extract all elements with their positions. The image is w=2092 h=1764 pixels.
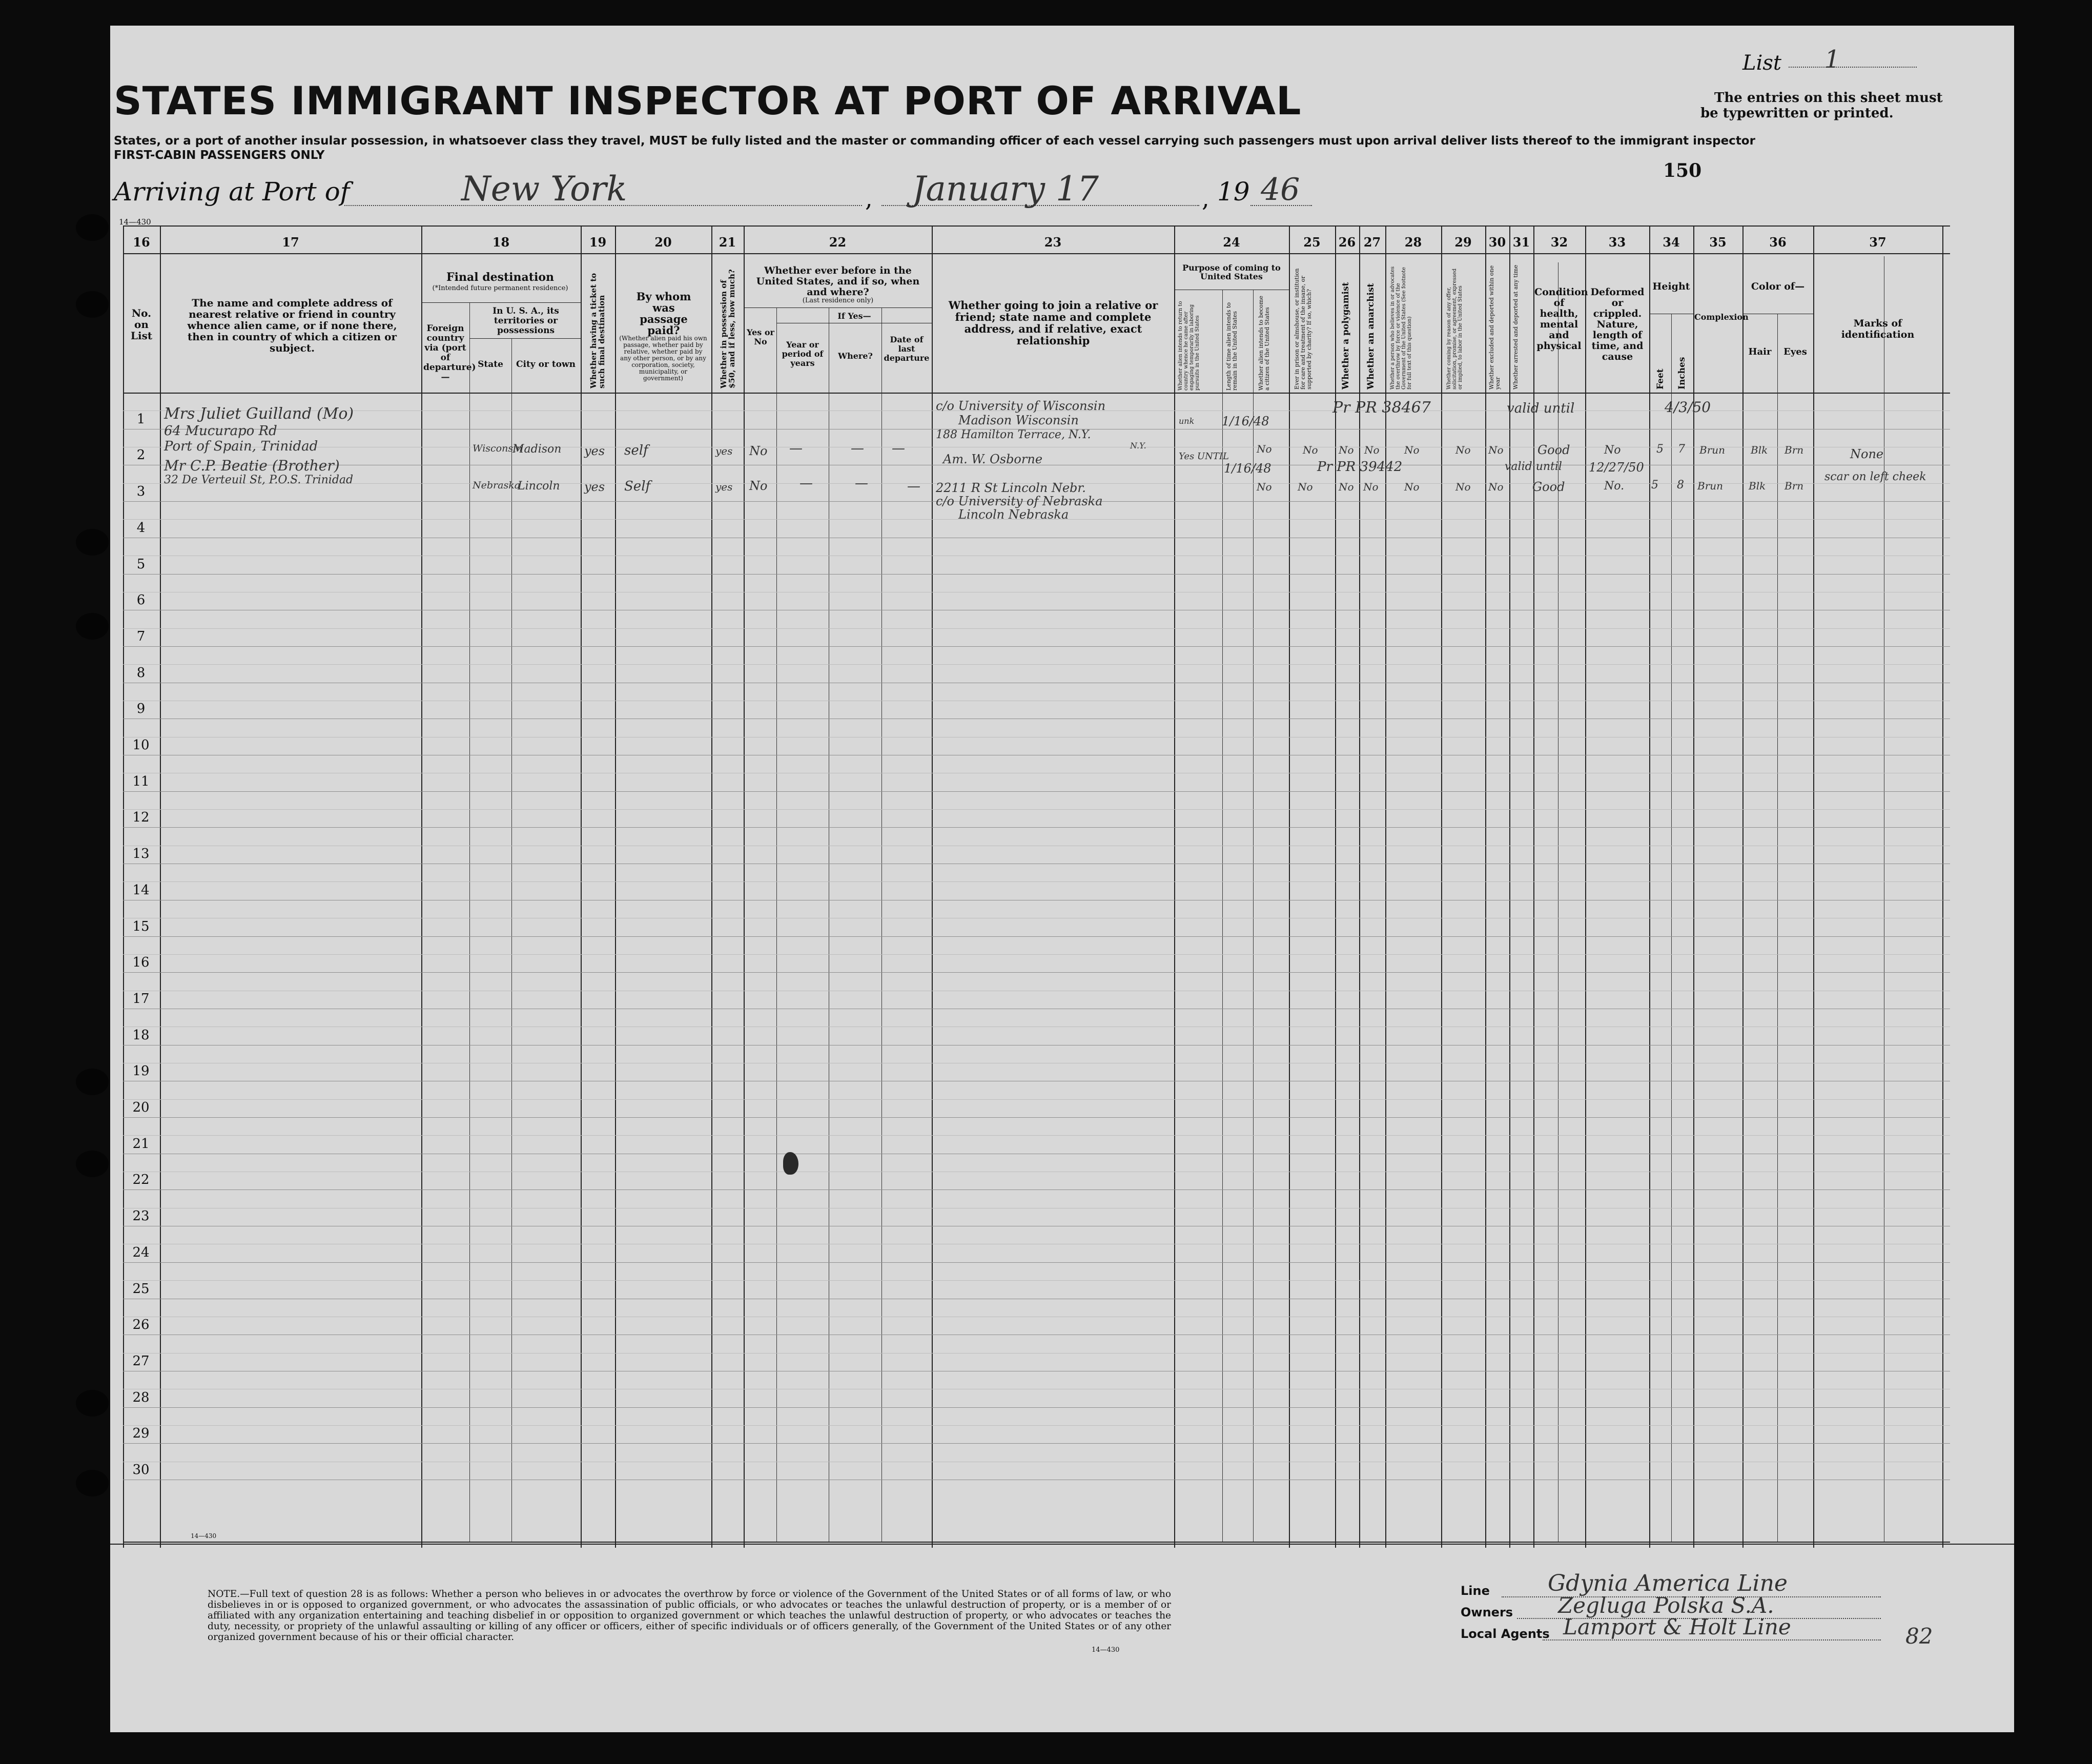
- row-number: 19: [132, 1063, 150, 1079]
- subcolumn-rule: [776, 307, 777, 1542]
- row-subline: [123, 664, 1950, 665]
- column-rule: [1441, 225, 1442, 1548]
- column-rule: [581, 225, 582, 1548]
- column-rule: [1385, 225, 1386, 1548]
- owners-label: Owners: [1461, 1605, 1513, 1619]
- column-rule: [1485, 225, 1486, 1548]
- subheader-rule: [469, 338, 581, 339]
- column-rule: [932, 225, 933, 1548]
- column-number: 31: [1512, 235, 1530, 250]
- line-value: Gdynia America Line: [1548, 1570, 1788, 1596]
- header-overthrow: Whether a person who believes in or advocates the overthrow by force or violence of the Government of the United States (See footnote for full text of this question): [1390, 266, 1412, 389]
- row1-excluded: No: [1488, 444, 1504, 456]
- header-eyes: Eyes: [1783, 346, 1807, 357]
- agents-label: Local Agents: [1461, 1627, 1550, 1641]
- column-number: 28: [1404, 235, 1422, 250]
- row2-paid: Self: [624, 479, 651, 494]
- row1-date: —: [892, 441, 905, 456]
- row1-join-2: Madison Wisconsin: [958, 413, 1079, 427]
- header-money: Whether in possession of $50, and if less, how much?: [719, 269, 736, 388]
- row2-ticket: yes: [584, 480, 605, 494]
- column-number: 20: [654, 235, 672, 250]
- row1-join-1: c/o University of Wisconsin: [936, 399, 1106, 413]
- row-number: 1: [136, 412, 146, 427]
- row-line: [123, 1262, 1950, 1263]
- column-number: 36: [1769, 235, 1787, 250]
- row-number: 22: [132, 1172, 150, 1187]
- header-purpose-length: Length of time alien intends to remain in the United States: [1225, 302, 1238, 391]
- column-rule: [1335, 225, 1336, 1548]
- header-date-departure: Date of last departure: [884, 335, 930, 363]
- row1-labor: No: [1455, 444, 1471, 456]
- punch-hole: [76, 1390, 109, 1417]
- row1-purpose-length: 1/16/48: [1222, 414, 1269, 428]
- row2-overthrow: No: [1404, 481, 1420, 493]
- row1-where: —: [851, 441, 864, 456]
- row2-state: Nebraska: [473, 480, 521, 491]
- column-rule: [1813, 225, 1814, 1548]
- typewritten-note-1: The entries on this sheet must: [1714, 90, 1943, 106]
- row1-join-3: 188 Hamilton Terrace, N.Y.: [936, 428, 1091, 441]
- row-number: 12: [132, 810, 150, 825]
- list-label: List: [1742, 51, 1781, 75]
- header-height: Height: [1652, 281, 1690, 292]
- row-number: 5: [136, 557, 146, 572]
- row2-marks: scar on left cheek: [1824, 470, 1926, 483]
- column-rule: [1649, 225, 1650, 1548]
- punch-hole: [76, 613, 109, 640]
- header-polygamist: Whether a polygamist: [1341, 282, 1351, 389]
- row2-prison: No: [1298, 481, 1313, 493]
- punch-hole: [76, 1151, 109, 1177]
- column-number: 29: [1454, 235, 1472, 250]
- table-bottom-rule: [123, 1542, 1950, 1543]
- row2-purpose-return: Yes UNTIL: [1179, 451, 1229, 462]
- punch-hole: [76, 1069, 109, 1095]
- row1-purpose-return: unk: [1179, 416, 1195, 426]
- row-number: 16: [132, 955, 150, 970]
- row-subline: [123, 881, 1950, 882]
- margin-mark: 82: [1905, 1624, 1933, 1649]
- header-foreign-country: Foreign country via (port of departure)—: [423, 323, 476, 382]
- row-number: 2: [136, 447, 146, 463]
- subcolumn-rule: [1253, 290, 1254, 1542]
- column-rule: [1693, 225, 1694, 1548]
- row2-valid: valid until: [1505, 460, 1562, 473]
- row2-visa: Pr PR 39442: [1317, 459, 1403, 475]
- row2-eyes: Brn: [1785, 480, 1804, 492]
- row-number: 21: [132, 1136, 150, 1152]
- header-anarchist: Whether an anarchist: [1366, 283, 1376, 389]
- row-number: 24: [132, 1245, 150, 1260]
- row-number: 20: [132, 1100, 150, 1115]
- row1-join-4: N.Y.: [1130, 441, 1146, 450]
- row-subline: [123, 809, 1950, 810]
- row-line: [123, 791, 1950, 792]
- column-number: 32: [1550, 235, 1568, 250]
- row2-join-2: 2211 R St Lincoln Nebr.: [936, 481, 1086, 495]
- row-number: 29: [132, 1426, 150, 1441]
- row2-where: —: [855, 476, 868, 491]
- row-number: 18: [132, 1028, 150, 1043]
- row1-money: yes: [715, 445, 733, 457]
- row1-paid: self: [624, 443, 648, 458]
- row1-health: Good: [1537, 443, 1570, 457]
- row2-excluded: No: [1488, 481, 1504, 493]
- column-number: 23: [1044, 235, 1062, 250]
- column-number: 30: [1488, 235, 1506, 250]
- subcolumn-rule: [1222, 290, 1223, 1542]
- row1-anarchist: No: [1364, 444, 1380, 456]
- column-rule: [1742, 225, 1744, 1548]
- row-line: [123, 1117, 1950, 1118]
- header-final-destination: Final destination: [446, 271, 554, 284]
- row-number: 3: [136, 484, 146, 499]
- date: January 17: [912, 169, 1099, 209]
- row-number: 4: [136, 520, 146, 536]
- column-number: 17: [282, 235, 299, 250]
- row2-feet: 5: [1651, 479, 1658, 491]
- row1-inches: 7: [1678, 443, 1685, 456]
- row-number: 15: [132, 919, 150, 934]
- header-complexion: Complexion: [1694, 312, 1749, 322]
- row2-hair: Blk: [1749, 480, 1766, 492]
- row1-relative-name: Mrs Juliet Guilland (Mo): [164, 405, 354, 423]
- manifest-sheet: [110, 26, 2014, 1732]
- row-number: 13: [132, 846, 150, 862]
- header-marks: Marks of identification: [1841, 318, 1915, 340]
- row1-valid-date: 4/3/50: [1665, 399, 1711, 416]
- header-excluded: Whether excluded and deported within one year: [1488, 265, 1501, 389]
- typewritten-note-2: be typewritten or printed.: [1700, 106, 1894, 121]
- row-line: [123, 1407, 1950, 1408]
- row-number: 30: [132, 1462, 150, 1478]
- row2-relative-address: 32 De Verteuil St, P.O.S. Trinidad: [164, 474, 354, 486]
- header-condition: Condition of health, mental and physical: [1534, 286, 1588, 352]
- row-line: [123, 1443, 1950, 1444]
- header-deformed: Deformed or crippled. Nature, length of time, and cause: [1590, 286, 1645, 362]
- column-rule: [615, 225, 616, 1548]
- footer-form-number: 14—430: [1092, 1646, 1120, 1654]
- column-number: 19: [589, 235, 607, 250]
- row2-join-3: c/o University of Nebraska: [936, 494, 1103, 508]
- footer-rule: [110, 1544, 2014, 1545]
- row-subline: [123, 1099, 1950, 1100]
- punch-hole: [76, 1470, 109, 1496]
- row-line: [123, 936, 1950, 937]
- punch-hole: [76, 529, 109, 556]
- header-arrested: Whether arrested and deported at any time: [1512, 264, 1519, 389]
- arriving-label: Arriving at Port of: [114, 177, 350, 207]
- column-rule: [744, 225, 745, 1548]
- row-line: [123, 972, 1950, 973]
- column-number: 16: [133, 235, 150, 250]
- row1-overthrow: No: [1404, 444, 1420, 456]
- row1-eyes: Brn: [1785, 444, 1804, 456]
- row2-date: —: [907, 479, 920, 494]
- row2-purpose-citizen: No: [1257, 481, 1272, 493]
- row2-city: Lincoln: [518, 480, 560, 493]
- header-passage-note: (Whether alien paid his own passage, whether paid by relative, whether paid by any other person, or by any corporation, society, municipality, or government): [619, 335, 707, 382]
- row1-ever-before: No: [749, 444, 768, 458]
- row-number: 28: [132, 1390, 150, 1405]
- colnum-rule: [123, 253, 1950, 254]
- header-no-on-list: No. on List: [130, 307, 153, 342]
- column-rule: [1509, 225, 1510, 1548]
- row-number: 17: [132, 991, 150, 1007]
- row2-years: —: [799, 476, 813, 491]
- row-subline: [123, 1135, 1950, 1136]
- header-nearest-relative: The name and complete address of nearest relative or friend in country whence alien came, or if none there, then in country of which a citizen or subject.: [187, 297, 397, 354]
- subheader-rule: [421, 302, 581, 303]
- column-rule: [1533, 225, 1534, 1548]
- row-subline: [123, 628, 1950, 629]
- column-number: 26: [1338, 235, 1356, 250]
- header-purpose: Purpose of coming to United States: [1182, 263, 1281, 281]
- port: New York: [461, 169, 627, 209]
- row1-hair: Blk: [1751, 444, 1768, 456]
- row2-polygamist: No: [1339, 481, 1354, 493]
- header-color-of: Color of—: [1751, 281, 1805, 292]
- row-number: 11: [132, 774, 150, 789]
- form-number: 14—430: [119, 217, 151, 227]
- row-number: 26: [132, 1317, 150, 1332]
- header-purpose-citizen: Whether alien intends to become a citizen of the United States: [1258, 296, 1270, 391]
- form-number-small: 14—430: [191, 1532, 217, 1540]
- header-labor: Whether coming by reason of any offer, solicitation, promise, or agreement, expressed or implied, to labor in the United States: [1446, 268, 1463, 389]
- column-rule: [160, 225, 161, 1548]
- column-number: 37: [1869, 235, 1886, 250]
- row2-anarchist: No: [1363, 481, 1379, 493]
- row2-relative-name: Mr C.P. Beatie (Brother): [164, 457, 340, 474]
- header-feet: Feet: [1655, 368, 1666, 389]
- table-top-rule: [123, 225, 1950, 227]
- header-in-usa: In U. S. A., its territories or possessions: [493, 306, 559, 336]
- header-where: Where?: [838, 351, 873, 361]
- column-number: 22: [829, 235, 847, 250]
- column-rule: [1359, 225, 1360, 1548]
- row-number: 9: [136, 701, 146, 716]
- row-number: 27: [132, 1353, 150, 1369]
- row1-years: —: [789, 441, 803, 456]
- header-going-to-join: Whether going to join a relative or friend; state name and complete address, and if relative, exact relationship: [948, 299, 1158, 347]
- list-number: 1: [1824, 45, 1840, 74]
- year: 46: [1261, 172, 1300, 208]
- row1-city: Madison: [512, 443, 562, 456]
- row-number: 6: [136, 592, 146, 608]
- column-rule: [1289, 225, 1290, 1548]
- row-subline: [123, 954, 1950, 955]
- row-number: 8: [136, 665, 146, 681]
- row-number: 25: [132, 1281, 150, 1297]
- row1-complexion: Brun: [1699, 444, 1726, 456]
- ink-blot: [783, 1152, 798, 1175]
- punch-hole: [76, 214, 109, 241]
- row1-prison: No: [1303, 444, 1318, 456]
- column-number: 21: [719, 235, 736, 250]
- class-line: FIRST-CABIN PASSENGERS ONLY: [114, 149, 325, 162]
- column-rule: [421, 225, 422, 1548]
- row1-feet: 5: [1656, 443, 1664, 456]
- row1-purpose-citizen: No: [1257, 443, 1272, 455]
- footnote: NOTE.—Full text of question 28 is as follows: Whether a person who believes in or advocates the overthrow by force or violence of the Government of the United States or of all forms of law, or who disbelieves in or is opposed to organized government, or who advocates the assassination of public officials, or who advocates or teaches the unlawful destruction of property, or is a member of or affiliated with any organization entertaining and teaching disbelief in or opposition to organized government or which teaches the unlawful destruction of property, or who advocates or teaches the duty, necessity, or propriety of the unlawful assaulting or killing of any officer or officers, either of specific individuals or of officers generally, of the Government of the United States or of any other organized government because of his or their official character.: [208, 1589, 1171, 1643]
- column-rule: [1174, 225, 1175, 1548]
- row-number: 23: [132, 1208, 150, 1224]
- header-final-destination-note: (*Intended future permanent residence): [432, 284, 568, 292]
- header-purpose-return: Whether alien intends to return to country whence he came after engaging temporarily in laboring pursuits in the United States: [1178, 301, 1200, 391]
- row1-polygamist: No: [1339, 444, 1354, 456]
- subcolumn-rule: [1777, 314, 1778, 1542]
- subheader-rule: [744, 307, 932, 308]
- row2-inches: 8: [1677, 479, 1684, 491]
- header-hair: Hair: [1748, 346, 1772, 357]
- row1-ticket: yes: [584, 444, 605, 458]
- header-city: City or town: [516, 359, 576, 370]
- row2-join-4: Lincoln Nebraska: [958, 507, 1069, 522]
- row2-money: yes: [715, 481, 733, 493]
- header-years: Year or period of years: [782, 340, 824, 368]
- row2-purpose-length: 1/16/48: [1224, 461, 1271, 476]
- page-title: STATES IMMIGRANT INSPECTOR AT PORT OF ARRIVAL: [114, 78, 1302, 124]
- agents-line: [1543, 1639, 1881, 1640]
- row1-relative-city: Port of Spain, Trinidad: [164, 439, 318, 454]
- header-yes-no: Yes or No: [747, 327, 774, 346]
- header-subtitle: States, or a port of another insular possession, in whatsoever class they travel, MUST be fully listed and the master or commanding officer of each vessel carrying such passengers must upon arrival deliver lists thereof to the immigrant inspector: [114, 134, 1755, 148]
- list-number-line: [1789, 67, 1917, 68]
- owners-value: Zegluga Polska S.A.: [1558, 1593, 1774, 1618]
- column-number: 34: [1663, 235, 1680, 250]
- row2-join-1: Am. W. Osborne: [943, 452, 1043, 466]
- subcolumn-rule: [1671, 314, 1672, 1542]
- agents-value: Lamport & Holt Line: [1563, 1614, 1791, 1639]
- header-inches: Inches: [1677, 357, 1687, 389]
- year-prefix: 19: [1217, 177, 1250, 207]
- header-ever-before: Whether ever before in the United States, and if so, when and where?: [756, 265, 920, 298]
- row1-relative-address: 64 Mucurapo Rd: [164, 423, 277, 439]
- row1-marks: None: [1850, 447, 1884, 461]
- subcolumn-rule: [881, 307, 882, 1542]
- header-prison: Ever in prison or almshouse, or institution for care and treatment of the insane, or supported by charity? If so, which?: [1294, 268, 1312, 389]
- column-number: 33: [1608, 235, 1626, 250]
- header-state: State: [478, 359, 503, 370]
- row-line: [123, 827, 1950, 828]
- row-subline: [123, 1280, 1950, 1281]
- line-label: Line: [1461, 1584, 1490, 1598]
- sheet-number: 150: [1663, 160, 1702, 181]
- row-line: [123, 646, 1950, 647]
- row-line: [123, 574, 1950, 575]
- column-rule: [711, 225, 712, 1548]
- header-passage-paid: By whom was passage paid?: [636, 290, 691, 337]
- row-number: 10: [132, 737, 150, 753]
- row1-deformed: No: [1604, 444, 1621, 457]
- column-rule: [123, 225, 124, 1548]
- row-number: 7: [136, 629, 146, 644]
- header-ever-before-note: (Last residence only): [802, 297, 874, 304]
- row2-ever-before: No: [749, 479, 768, 493]
- row-line: [123, 1189, 1950, 1190]
- row1-valid: valid until: [1507, 401, 1575, 416]
- row1-visa: Pr PR 38467: [1332, 399, 1431, 417]
- row2-valid-date: 12/27/50: [1589, 460, 1644, 475]
- comma: ,: [1202, 184, 1209, 212]
- column-number: 18: [492, 235, 510, 250]
- column-number: 35: [1709, 235, 1727, 250]
- row1-state: Wisconsin: [473, 443, 523, 454]
- column-number: 27: [1363, 235, 1381, 250]
- header-if-yes: If Yes—: [837, 311, 871, 321]
- header-ticket: Whether having a ticket to such final destination: [589, 273, 606, 388]
- row2-labor: No: [1455, 481, 1471, 493]
- column-rule: [1585, 225, 1586, 1548]
- punch-hole: [76, 291, 109, 318]
- row2-health: Good: [1532, 480, 1565, 494]
- column-number: 24: [1223, 235, 1240, 250]
- header-bottom-rule: [123, 393, 1950, 394]
- subcolumn-rule: [469, 302, 470, 1542]
- row-number: 14: [132, 883, 150, 898]
- column-number: 25: [1303, 235, 1321, 250]
- row2-complexion: Brun: [1697, 480, 1724, 492]
- row2-deformed: No.: [1604, 480, 1625, 493]
- row-subline: [123, 1425, 1950, 1426]
- column-rule: [1942, 225, 1943, 1548]
- comma: ,: [865, 184, 873, 212]
